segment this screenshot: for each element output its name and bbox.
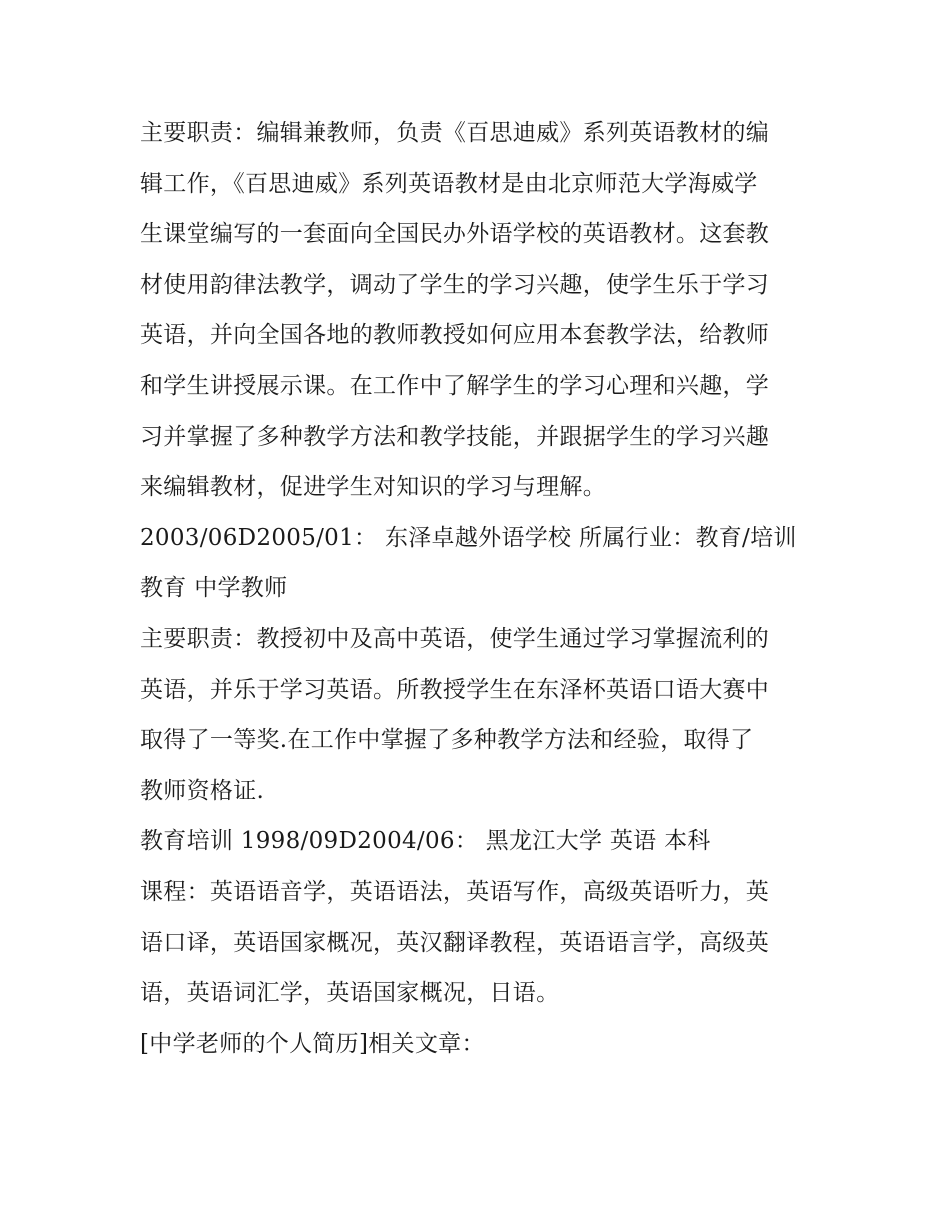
text-line: 语，英语词汇学，英语国家概况，日语。: [140, 980, 560, 1007]
work-experience-entry: [140, 513, 820, 614]
text-line: 生课堂编写的一套面向全国民办外语学校的英语教材。这套教: [140, 221, 770, 248]
text-line: 习并掌握了多种教学方法和教学技能，并跟据学生的学习兴趣: [140, 423, 770, 450]
text-line: 英语，并乐于学习英语。所教授学生在东泽杯英语口语大赛中: [140, 676, 770, 703]
courses-paragraph: [140, 867, 820, 1019]
text-line: 课程：英语语音学，英语语法，英语写作，高级英语听力，英: [140, 878, 770, 905]
text-line: 材使用韵律法教学，调动了学生的学习兴趣，使学生乐于学习: [140, 271, 770, 298]
text-line: 取得了一等奖.在工作中掌握了多种教学方法和经验，取得了: [140, 727, 754, 754]
text-line: 来编辑教材，促进学生对知识的学习与理解。: [140, 474, 606, 501]
text-line: 英语，并向全国各地的教师教授如何应用本套教学法，给教师: [140, 322, 770, 349]
text-line: 教育培训 1998/09D2004/06： 黑龙江大学 英语 本科: [140, 828, 711, 855]
text-line: 主要职责：编辑兼教师，负责《百思迪威》系列英语教材的编: [140, 120, 770, 146]
text-line: 和学生讲授展示课。在工作中了解学生的学习心理和兴趣，学: [140, 372, 770, 399]
text-line: 教育 中学教师: [140, 575, 288, 602]
job-duties-paragraph-1: [140, 108, 820, 513]
text-line: 语口译，英语国家概况，英汉翻译教程，英语语言学，高级英: [140, 929, 770, 956]
text-line: 辑工作，《百思迪威》系列英语教材是由北京师范大学海威学: [140, 170, 758, 197]
text-line: 主要职责：教授初中及高中英语，使学生通过学习掌握流利的: [140, 625, 770, 652]
education-entry: [140, 816, 820, 867]
document-body: [140, 108, 820, 1069]
job-duties-paragraph-2: [140, 614, 820, 816]
text-line: 教师资格证.: [140, 777, 265, 804]
text-line: 2003/06D2005/01： 东泽卓越外语学校 所属行业：教育/培训: [140, 524, 797, 551]
related-articles-heading: [140, 1019, 820, 1070]
text-line: [中学老师的个人简历]相关文章：: [140, 1030, 485, 1057]
